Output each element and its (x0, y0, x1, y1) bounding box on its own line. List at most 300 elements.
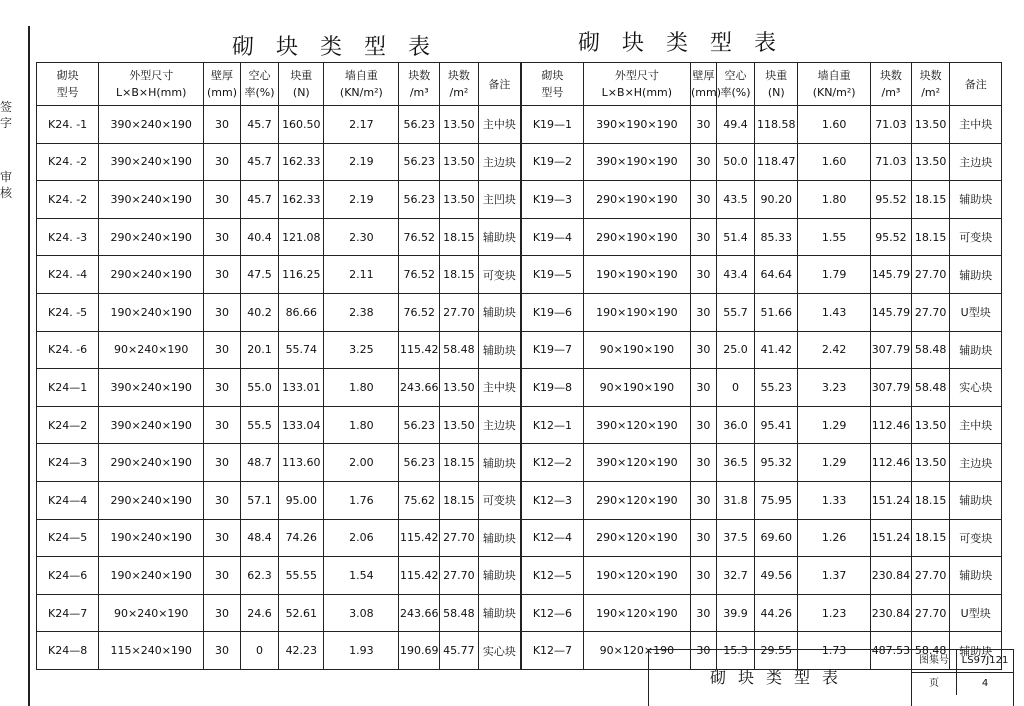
table-cell: 30 (690, 632, 716, 670)
table-cell: 40.2 (240, 293, 279, 331)
table-row (37, 406, 1002, 444)
block-model-cell: K12—6 (521, 594, 583, 632)
block-model-cell: K19—3 (521, 181, 583, 219)
table-cell: 27.70 (440, 293, 479, 331)
table-cell: 30 (690, 444, 716, 482)
table-cell: 390×240×190 (99, 181, 204, 219)
table-cell: 51.66 (755, 293, 798, 331)
block-model-cell: K19—1 (521, 106, 583, 144)
table-cell: 76.52 (399, 256, 440, 294)
table-cell: 1.54 (324, 557, 399, 595)
table-cell: 36.0 (716, 406, 755, 444)
page-number: 4 (981, 678, 989, 689)
column-header: 壁厚 (mm) (204, 63, 240, 106)
block-model-cell: K19—8 (521, 369, 583, 407)
note-cell: 可变块 (478, 256, 521, 294)
table-cell: 1.26 (798, 519, 871, 557)
table-cell: 30 (204, 519, 240, 557)
column-header: 空心 率(%) (716, 63, 755, 106)
table-cell: 47.5 (240, 256, 279, 294)
table-cell: 95.52 (871, 181, 912, 219)
table-cell: 290×240×190 (99, 256, 204, 294)
table-cell: 390×240×190 (99, 369, 204, 407)
table-cell: 27.70 (911, 256, 950, 294)
table-cell: 13.50 (440, 143, 479, 181)
table-cell: 90×190×190 (583, 369, 690, 407)
table-cell: 1.76 (324, 481, 399, 519)
table-cell: 1.37 (798, 557, 871, 595)
column-header: 壁厚 (mm) (690, 63, 716, 106)
table-cell: 58.48 (440, 594, 479, 632)
column-header: 块数 /m³ (871, 63, 912, 106)
table-cell: 13.50 (911, 143, 950, 181)
table-cell: 3.25 (324, 331, 399, 369)
table-cell: 55.74 (279, 331, 324, 369)
table-cell: 121.08 (279, 218, 324, 256)
title-block-name: 砌块类型表 (649, 650, 912, 706)
table-cell: 32.7 (716, 557, 755, 595)
table-cell: 30 (204, 557, 240, 595)
page-label: 页 (912, 673, 957, 695)
table-cell: 1.73 (798, 632, 871, 670)
note-cell: 辅助块 (478, 331, 521, 369)
table-cell: 30 (690, 256, 716, 294)
block-model-cell: K24—4 (37, 481, 99, 519)
table-cell: 230.84 (871, 594, 912, 632)
column-header: 块重 (N) (755, 63, 798, 106)
block-model-cell: K24. -2 (37, 143, 99, 181)
note-cell: 可变块 (950, 218, 1002, 256)
table-cell: 18.15 (440, 444, 479, 482)
table-cell: 27.70 (440, 557, 479, 595)
table-cell: 41.42 (755, 331, 798, 369)
table-cell: 390×240×190 (99, 406, 204, 444)
table-cell: 90.20 (755, 181, 798, 219)
note-cell: 辅助块 (950, 331, 1002, 369)
table-cell: 13.50 (911, 106, 950, 144)
table-cell: 390×240×190 (99, 106, 204, 144)
table-cell: 27.70 (911, 557, 950, 595)
block-model-cell: K12—5 (521, 557, 583, 595)
table-cell: 2.38 (324, 293, 399, 331)
table-cell: 71.03 (871, 106, 912, 144)
table-cell: 243.66 (399, 369, 440, 407)
table-cell: 487.53 (871, 632, 912, 670)
table-cell: 13.50 (911, 406, 950, 444)
table-cell: 1.23 (798, 594, 871, 632)
column-header: 块数 /m² (911, 63, 950, 106)
side-mark: 审 (0, 170, 13, 184)
note-cell: 辅助块 (950, 481, 1002, 519)
table-cell: 2.11 (324, 256, 399, 294)
table-cell: 30 (690, 218, 716, 256)
table-cell: 190.69 (399, 632, 440, 670)
table-cell: 56.23 (399, 106, 440, 144)
table-cell: 55.55 (279, 557, 324, 595)
table-cell: 18.15 (911, 181, 950, 219)
table-cell: 36.5 (716, 444, 755, 482)
note-cell: 辅助块 (950, 256, 1002, 294)
column-header: 块重 (N) (279, 63, 324, 106)
table-cell: 243.66 (399, 594, 440, 632)
table-cell: 290×190×190 (583, 181, 690, 219)
note-cell: 主边块 (950, 444, 1002, 482)
table-cell: 49.4 (716, 106, 755, 144)
table-cell: 290×120×190 (583, 481, 690, 519)
column-header: 外型尺寸 L×B×H(mm) (583, 63, 690, 106)
table-cell: 2.06 (324, 519, 399, 557)
table-cell: 64.64 (755, 256, 798, 294)
block-model-cell: K12—7 (521, 632, 583, 670)
atlas-number: LS97J121 (957, 650, 1013, 673)
column-header: 墙自重 (KN/m²) (324, 63, 399, 106)
table-cell: 115.42 (399, 557, 440, 595)
block-model-cell: K24—8 (37, 632, 99, 670)
table-cell: 55.7 (716, 293, 755, 331)
title-block (648, 649, 1014, 706)
block-model-cell: K12—3 (521, 481, 583, 519)
table-cell: 75.62 (399, 481, 440, 519)
column-header: 砌块 型号 (37, 63, 99, 106)
table-cell: 95.52 (871, 218, 912, 256)
table-cell: 113.60 (279, 444, 324, 482)
table-cell: 39.9 (716, 594, 755, 632)
table-cell: 18.15 (440, 218, 479, 256)
note-cell: U型块 (950, 293, 1002, 331)
table-cell: 3.23 (798, 369, 871, 407)
table-cell: 45.77 (440, 632, 479, 670)
table-cell: 2.00 (324, 444, 399, 482)
table-cell: 0 (716, 369, 755, 407)
block-model-cell: K19—7 (521, 331, 583, 369)
note-cell: 主中块 (478, 369, 521, 407)
table-cell: 48.7 (240, 444, 279, 482)
note-cell: 主边块 (478, 143, 521, 181)
table-cell: 30 (690, 181, 716, 219)
column-header: 空心 率(%) (240, 63, 279, 106)
table-cell: 45.7 (240, 181, 279, 219)
table-cell: 15.3 (716, 632, 755, 670)
table-row (37, 218, 1002, 256)
table-cell: 1.80 (324, 369, 399, 407)
table-cell: 30 (204, 106, 240, 144)
table-cell: 27.70 (911, 594, 950, 632)
table-cell: 390×190×190 (583, 106, 690, 144)
table-cell: 13.50 (440, 406, 479, 444)
column-header: 砌块 型号 (521, 63, 583, 106)
column-header: 块数 /m³ (399, 63, 440, 106)
column-header: 备注 (478, 63, 521, 106)
note-cell: 主中块 (950, 406, 1002, 444)
table-cell: 13.50 (440, 106, 479, 144)
table-cell: 2.19 (324, 181, 399, 219)
table-cell: 190×240×190 (99, 293, 204, 331)
table-cell: 95.41 (755, 406, 798, 444)
note-cell: 实心块 (950, 369, 1002, 407)
table-title-left: 砌块类型表 (232, 35, 453, 60)
table-cell: 1.60 (798, 143, 871, 181)
table-row (37, 106, 1002, 144)
table-cell: 145.79 (871, 256, 912, 294)
table-cell: 29.55 (755, 632, 798, 670)
table-row (37, 481, 1002, 519)
table-cell: 90×240×190 (99, 594, 204, 632)
table-cell: 115.42 (399, 519, 440, 557)
table-cell: 30 (204, 181, 240, 219)
note-cell: 辅助块 (478, 594, 521, 632)
table-cell: 13.50 (440, 181, 479, 219)
table-cell: 95.00 (279, 481, 324, 519)
table-cell: 55.0 (240, 369, 279, 407)
table-cell: 45.7 (240, 106, 279, 144)
note-cell: 辅助块 (950, 181, 1002, 219)
block-model-cell: K12—2 (521, 444, 583, 482)
note-cell: 辅助块 (478, 519, 521, 557)
table-cell: 18.15 (911, 519, 950, 557)
side-mark: 核 (0, 186, 13, 200)
block-model-cell: K24—6 (37, 557, 99, 595)
table-cell: 31.8 (716, 481, 755, 519)
block-model-cell: K19—5 (521, 256, 583, 294)
block-model-cell: K24. -6 (37, 331, 99, 369)
table-row (37, 369, 1002, 407)
table-cell: 118.47 (755, 143, 798, 181)
table-cell: 3.08 (324, 594, 399, 632)
table-cell: 1.29 (798, 406, 871, 444)
table-cell: 2.17 (324, 106, 399, 144)
table-cell: 190×240×190 (99, 519, 204, 557)
table-cell: 30 (690, 106, 716, 144)
table-cell: 56.23 (399, 444, 440, 482)
table-cell: 230.84 (871, 557, 912, 595)
block-model-cell: K19—4 (521, 218, 583, 256)
table-cell: 1.55 (798, 218, 871, 256)
table-cell: 30 (690, 406, 716, 444)
note-cell: 主边块 (478, 406, 521, 444)
block-model-cell: K24. -1 (37, 106, 99, 144)
table-cell: 58.48 (911, 632, 950, 670)
column-header: 备注 (950, 63, 1002, 106)
block-model-cell: K24—1 (37, 369, 99, 407)
table-cell: 76.52 (399, 293, 440, 331)
table-row (37, 444, 1002, 482)
table-cell: 30 (204, 331, 240, 369)
table-cell: 76.52 (399, 218, 440, 256)
note-cell: 主边块 (950, 143, 1002, 181)
note-cell: 主凹块 (478, 181, 521, 219)
table-cell: 58.48 (440, 331, 479, 369)
table-cell: 43.4 (716, 256, 755, 294)
block-model-cell: K12—1 (521, 406, 583, 444)
table-cell: 30 (204, 481, 240, 519)
table-cell: 58.48 (911, 369, 950, 407)
table-cell: 43.5 (716, 181, 755, 219)
note-cell: 辅助块 (478, 293, 521, 331)
table-cell: 2.42 (798, 331, 871, 369)
table-cell: 27.70 (911, 293, 950, 331)
table-cell: 1.80 (798, 181, 871, 219)
table-cell: 62.3 (240, 557, 279, 595)
table-cell: 1.33 (798, 481, 871, 519)
table-cell: 55.23 (755, 369, 798, 407)
table-cell: 42.23 (279, 632, 324, 670)
block-model-cell: K24—7 (37, 594, 99, 632)
table-cell: 390×120×190 (583, 444, 690, 482)
table-cell: 30 (204, 256, 240, 294)
note-cell: 辅助块 (950, 557, 1002, 595)
table-cell: 290×240×190 (99, 444, 204, 482)
table-cell: 30 (690, 369, 716, 407)
block-model-cell: K24. -5 (37, 293, 99, 331)
table-cell: 58.48 (911, 331, 950, 369)
table-row (37, 256, 1002, 294)
table-cell: 95.32 (755, 444, 798, 482)
table-cell: 151.24 (871, 519, 912, 557)
table-cell: 27.70 (440, 519, 479, 557)
table-cell: 44.26 (755, 594, 798, 632)
table-cell: 20.1 (240, 331, 279, 369)
table-row (37, 143, 1002, 181)
table-cell: 190×120×190 (583, 557, 690, 595)
table-cell: 190×240×190 (99, 557, 204, 595)
block-model-cell: K19—2 (521, 143, 583, 181)
table-cell: 151.24 (871, 481, 912, 519)
table-cell: 30 (204, 632, 240, 670)
table-row (37, 594, 1002, 632)
table-cell: 290×190×190 (583, 218, 690, 256)
table-cell: 115×240×190 (99, 632, 204, 670)
table-cell: 30 (204, 293, 240, 331)
table-cell: 30 (690, 293, 716, 331)
table-cell: 2.30 (324, 218, 399, 256)
table-cell: 30 (690, 331, 716, 369)
table-cell: 51.4 (716, 218, 755, 256)
table-cell: 1.43 (798, 293, 871, 331)
note-cell: U型块 (950, 594, 1002, 632)
table-cell: 1.93 (324, 632, 399, 670)
block-model-cell: K24. -3 (37, 218, 99, 256)
table-title-right: 砌块类型表 (578, 31, 799, 56)
table-cell: 307.79 (871, 331, 912, 369)
table-cell: 75.95 (755, 481, 798, 519)
table-cell: 190×190×190 (583, 293, 690, 331)
block-model-cell: K12—4 (521, 519, 583, 557)
table-cell: 13.50 (911, 444, 950, 482)
table-cell: 290×240×190 (99, 218, 204, 256)
table-cell: 69.60 (755, 519, 798, 557)
table-cell: 40.4 (240, 218, 279, 256)
table-cell: 112.46 (871, 406, 912, 444)
table-cell: 290×240×190 (99, 481, 204, 519)
block-model-cell: K19—6 (521, 293, 583, 331)
table-cell: 30 (690, 143, 716, 181)
table-cell: 18.15 (911, 481, 950, 519)
table-cell: 1.80 (324, 406, 399, 444)
table-cell: 145.79 (871, 293, 912, 331)
column-header: 墙自重 (KN/m²) (798, 63, 871, 106)
table-cell: 49.56 (755, 557, 798, 595)
table-cell: 307.79 (871, 369, 912, 407)
table-cell: 162.33 (279, 143, 324, 181)
note-cell: 辅助块 (478, 218, 521, 256)
note-cell: 主中块 (478, 106, 521, 144)
table-cell: 133.01 (279, 369, 324, 407)
table-row (37, 181, 1002, 219)
table-cell: 190×190×190 (583, 256, 690, 294)
table-cell: 56.23 (399, 143, 440, 181)
table-cell: 90×240×190 (99, 331, 204, 369)
block-model-cell: K24—2 (37, 406, 99, 444)
table-cell: 30 (204, 444, 240, 482)
table-cell: 112.46 (871, 444, 912, 482)
table-cell: 18.15 (911, 218, 950, 256)
table-cell: 86.66 (279, 293, 324, 331)
table-cell: 55.5 (240, 406, 279, 444)
table-cell: 25.0 (716, 331, 755, 369)
table-cell: 37.5 (716, 519, 755, 557)
table-cell: 30 (690, 594, 716, 632)
table-cell: 30 (204, 406, 240, 444)
table-cell: 1.29 (798, 444, 871, 482)
table-cell: 30 (690, 481, 716, 519)
table-cell: 390×240×190 (99, 143, 204, 181)
table-cell: 30 (204, 143, 240, 181)
block-types-table (36, 62, 1002, 670)
table-cell: 290×120×190 (583, 519, 690, 557)
note-cell: 可变块 (478, 481, 521, 519)
side-mark: 字 (0, 116, 13, 130)
table-cell: 116.25 (279, 256, 324, 294)
note-cell: 辅助块 (478, 557, 521, 595)
table-cell: 30 (204, 594, 240, 632)
table-cell: 48.4 (240, 519, 279, 557)
table-cell: 90×190×190 (583, 331, 690, 369)
table-cell: 30 (690, 557, 716, 595)
table-cell: 50.0 (716, 143, 755, 181)
table-cell: 162.33 (279, 181, 324, 219)
table-cell: 133.04 (279, 406, 324, 444)
table-row (37, 519, 1002, 557)
table-cell: 52.61 (279, 594, 324, 632)
table-row (37, 293, 1002, 331)
column-header: 外型尺寸 L×B×H(mm) (99, 63, 204, 106)
table-row (37, 557, 1002, 595)
table-cell: 74.26 (279, 519, 324, 557)
table-cell: 2.19 (324, 143, 399, 181)
note-cell: 主中块 (950, 106, 1002, 144)
table-cell: 13.50 (440, 369, 479, 407)
binding-margin-line (28, 26, 30, 706)
table-row (37, 331, 1002, 369)
block-model-cell: K24. -2 (37, 181, 99, 219)
table-cell: 0 (240, 632, 279, 670)
note-cell: 辅助块 (950, 632, 1002, 670)
table-cell: 56.23 (399, 181, 440, 219)
block-model-cell: K24—3 (37, 444, 99, 482)
table-cell: 90×120×190 (583, 632, 690, 670)
note-cell: 可变块 (950, 519, 1002, 557)
table-cell: 390×190×190 (583, 143, 690, 181)
table-cell: 1.79 (798, 256, 871, 294)
table-cell: 190×120×190 (583, 594, 690, 632)
note-cell: 实心块 (478, 632, 521, 670)
table-cell: 18.15 (440, 481, 479, 519)
table-cell: 71.03 (871, 143, 912, 181)
side-mark: 签 (0, 100, 13, 114)
table-cell: 30 (204, 369, 240, 407)
block-model-cell: K24. -4 (37, 256, 99, 294)
table-cell: 160.50 (279, 106, 324, 144)
